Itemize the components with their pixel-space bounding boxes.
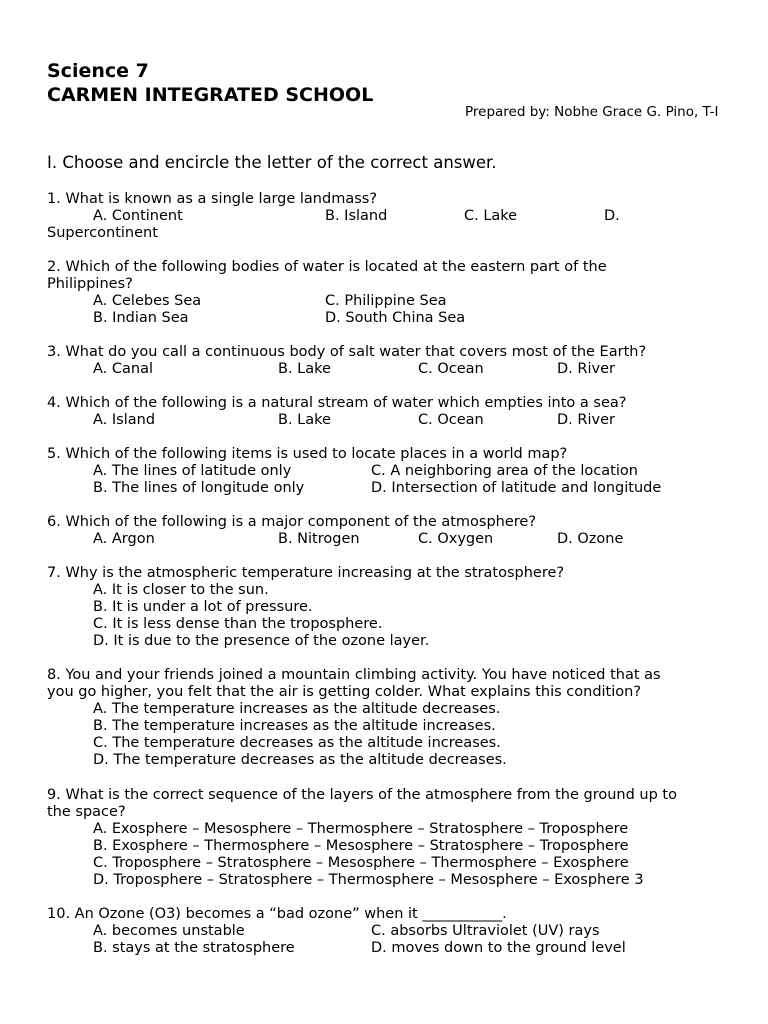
q4-option-a: A. Island <box>93 412 156 428</box>
question-2-text-line-2: Philippines? <box>47 276 133 292</box>
q7-option-c: C. It is less dense than the troposphere. <box>93 616 383 632</box>
q8-option-d: D. The temperature decreases as the altitude decreases. <box>93 752 507 768</box>
question-9-text-line-1: 9. What is the correct sequence of the layers of the atmosphere from the ground up to <box>47 787 677 803</box>
q5-option-a: A. The lines of latitude only <box>93 463 292 479</box>
q7-option-a: A. It is closer to the sun. <box>93 582 269 598</box>
q5-option-d: D. Intersection of latitude and longitude <box>371 480 662 496</box>
q10-option-d: D. moves down to the ground level <box>371 940 626 956</box>
q9-option-d: D. Troposphere – Stratosphere – Thermosphere – Mesosphere – Exosphere 3 <box>93 872 644 888</box>
question-1-text: 1. What is known as a single large landmass? <box>47 191 378 207</box>
q1-option-d: D. <box>604 208 620 224</box>
q5-option-c: C. A neighboring area of the location <box>371 463 638 479</box>
q6-option-d: D. Ozone <box>557 531 624 547</box>
question-9-text-line-2: the space? <box>47 804 126 820</box>
q8-option-a: A. The temperature increases as the altitude decreases. <box>93 701 501 717</box>
school-name: CARMEN INTEGRATED SCHOOL <box>47 84 374 106</box>
q3-option-c: C. Ocean <box>418 361 484 377</box>
q6-option-c: C. Oxygen <box>418 531 494 547</box>
instruction-heading: I. Choose and encircle the letter of the correct answer. <box>47 153 497 172</box>
q1-option-b: B. Island <box>325 208 388 224</box>
q10-option-b: B. stays at the stratosphere <box>93 940 295 956</box>
q7-option-b: B. It is under a lot of pressure. <box>93 599 313 615</box>
q6-option-b: B. Nitrogen <box>278 531 360 547</box>
q10-option-c: C. absorbs Ultraviolet (UV) rays <box>371 923 600 939</box>
q8-option-c: C. The temperature decreases as the altitude increases. <box>93 735 501 751</box>
question-8-text-line-1: 8. You and your friends joined a mountain climbing activity. You have noticed that as <box>47 667 661 683</box>
q2-option-d: D. South China Sea <box>325 310 466 326</box>
subject-title: Science 7 <box>47 60 149 82</box>
q9-option-c: C. Troposphere – Stratosphere – Mesosphere – Thermosphere – Exosphere <box>93 855 629 871</box>
q1-option-a: A. Continent <box>93 208 183 224</box>
q3-option-d: D. River <box>557 361 615 377</box>
q1-option-c: C. Lake <box>464 208 518 224</box>
q6-option-a: A. Argon <box>93 531 155 547</box>
q4-option-d: D. River <box>557 412 615 428</box>
question-7-text: 7. Why is the atmospheric temperature increasing at the stratosphere? <box>47 565 565 581</box>
q10-option-a: A. becomes unstable <box>93 923 245 939</box>
question-8-text-line-2: you go higher, you felt that the air is getting colder. What explains this condition? <box>47 684 642 700</box>
prepared-by: Prepared by: Nobhe Grace G. Pino, T-I <box>465 104 719 120</box>
q3-option-a: A. Canal <box>93 361 153 377</box>
question-2-text-line-1: 2. Which of the following bodies of water is located at the eastern part of the <box>47 259 607 275</box>
q9-option-b: B. Exosphere – Thermosphere – Mesosphere – Stratosphere – Troposphere <box>93 838 629 854</box>
question-5-text: 5. Which of the following items is used to locate places in a world map? <box>47 446 568 462</box>
q2-option-b: B. Indian Sea <box>93 310 189 326</box>
q9-option-a: A. Exosphere – Mesosphere – Thermosphere – Stratosphere – Troposphere <box>93 821 629 837</box>
question-6-text: 6. Which of the following is a major component of the atmosphere? <box>47 514 537 530</box>
question-4-text: 4. Which of the following is a natural stream of water which empties into a sea? <box>47 395 627 411</box>
q5-option-b: B. The lines of longitude only <box>93 480 305 496</box>
q7-option-d: D. It is due to the presence of the ozone layer. <box>93 633 430 649</box>
question-10-text: 10. An Ozone (O3) becomes a “bad ozone” when it ___________. <box>47 906 507 922</box>
question-3-text: 3. What do you call a continuous body of salt water that covers most of the Earth? <box>47 344 647 360</box>
q3-option-b: B. Lake <box>278 361 331 377</box>
q1-option-d-continued: Supercontinent <box>47 225 158 241</box>
q4-option-c: C. Ocean <box>418 412 484 428</box>
q2-option-c: C. Philippine Sea <box>325 293 447 309</box>
q4-option-b: B. Lake <box>278 412 331 428</box>
q8-option-b: B. The temperature increases as the altitude increases. <box>93 718 496 734</box>
q2-option-a: A. Celebes Sea <box>93 293 202 309</box>
